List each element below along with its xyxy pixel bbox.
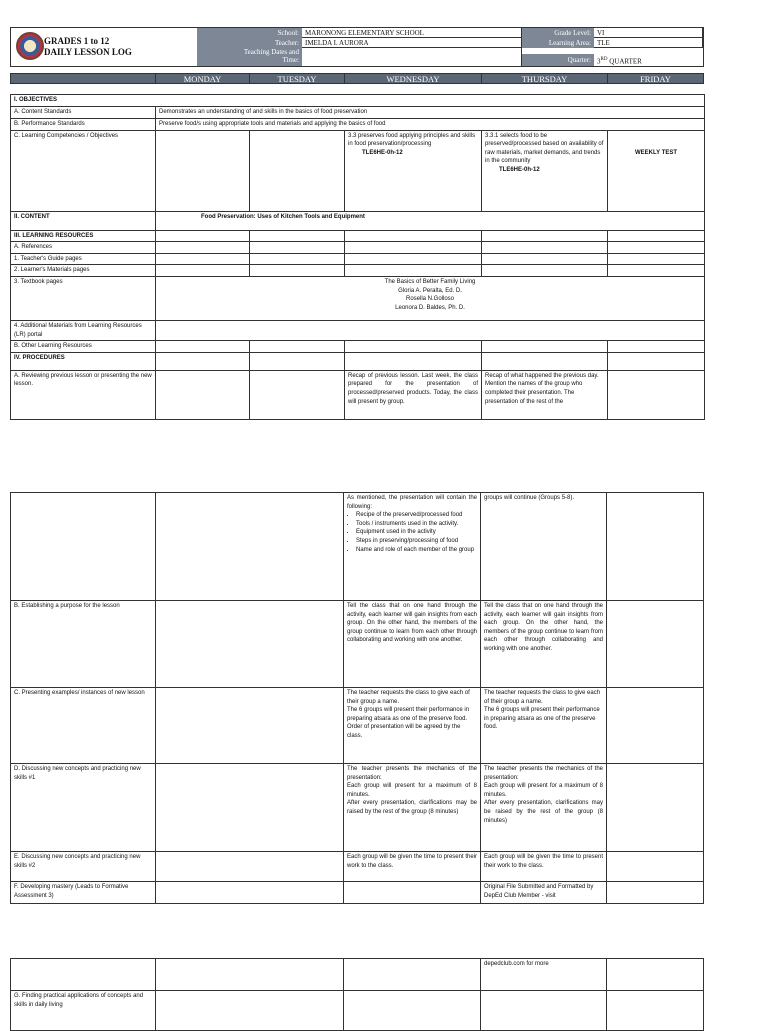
cell: [156, 370, 250, 419]
competencies-label: C. Learning Competencies / Objectives: [11, 130, 156, 211]
grade-level-label: Grade Level:: [522, 28, 594, 38]
thu-competency-text: 3.3.1 selects food to be preserved/processed based on availability of raw materials, market demands, and trends in the community: [485, 132, 604, 165]
cell: [11, 959, 156, 991]
performance-standards-label: B. Performance Standards: [11, 118, 156, 130]
textbook-reference: [156, 276, 705, 320]
cell: [482, 265, 608, 277]
cell: [482, 242, 608, 254]
content-standards-text: Demonstrates an understanding of and skills in the basics of food preservation: [156, 106, 705, 118]
day-thursday: THURSDAY: [481, 74, 607, 84]
thu-discuss1-line2: Each group will present for a maximum of 8 minutes.: [484, 783, 603, 798]
wed-discuss2: Each group will be given the time to present their work to the class.: [344, 852, 481, 882]
cell: [607, 601, 704, 688]
cell: [481, 991, 607, 1031]
procedures-heading: IV. PROCEDURES: [11, 352, 156, 370]
cell: [607, 991, 704, 1031]
wed-competency-code: TLE6HE-0h-12: [362, 149, 403, 156]
cell: [156, 320, 705, 340]
quarter-word: QUARTER: [607, 57, 642, 66]
thu-discuss1-line1: The teacher presents the mechanics of the presentation:: [484, 766, 603, 781]
thu-mastery: Original File Submitted and Formatted by DepEd Club Member - visit: [481, 882, 607, 904]
cell: [156, 764, 344, 852]
list-item: • Tools / instruments used in the activity.: [356, 520, 477, 529]
quarter-suffix: RD: [600, 57, 608, 62]
thu-discuss1-line3: After every presentation, clarifications may be raised by the rest of the group (8 minutes): [484, 800, 603, 824]
teaching-dates-label: [197, 48, 302, 66]
cell: [345, 341, 482, 353]
wed-presentation-list: [347, 511, 477, 554]
wed-reviewing: Recap of previous lesson. Last week, the class prepared for the presentation of processed/preserved products. Today, the class will present by group.: [345, 370, 482, 419]
cell: [156, 230, 250, 242]
header-block: [10, 27, 704, 67]
wed-examples: [344, 688, 481, 764]
wed-discuss1-line2: Each group will present for a maximum of 8 minutes.: [347, 783, 477, 798]
grade-level-value: VI: [594, 28, 703, 38]
cell: [156, 493, 344, 601]
learning-resources-heading: III. LEARNING RESOURCES: [11, 230, 156, 242]
cell: [482, 253, 608, 265]
thu-competency-code: TLE6HE-0h-12: [499, 166, 540, 173]
cell: [608, 242, 705, 254]
cell: [345, 265, 482, 277]
cell: [608, 341, 705, 353]
list-item: • Steps in preserving/processing of food: [356, 537, 477, 546]
tg-pages-label: 1. Teacher's Guide pages: [11, 253, 156, 265]
teacher-label: Teacher:: [197, 38, 302, 48]
cell: [156, 991, 344, 1031]
day-tuesday: TUESDAY: [249, 74, 344, 84]
wed-discuss1-line3: After every presentation, clarifications may be raised by the rest of the group (8 minutes): [347, 800, 477, 815]
textbook-author-1: Gloria A. Peralta, Ed. D.: [398, 287, 462, 294]
discuss1-label: D. Discussing new concepts and practicing new skills #1: [11, 764, 156, 852]
thu-example-2: The 6 groups will present their performance in preparing atsara as one of the preserve food.: [484, 707, 600, 731]
content-heading: II. CONTENT: [11, 211, 156, 230]
cell: [250, 265, 345, 277]
cell: [156, 882, 344, 904]
cell: [607, 882, 704, 904]
cell: [607, 852, 704, 882]
cell: [482, 341, 608, 353]
wed-discuss1: [344, 764, 481, 852]
cell: [345, 230, 482, 242]
wed-purpose: Tell the class that on one hand through the activity, each learner will gain insights from each group. On the other hand, the members of the group continue to learn from each other through collaborating and working with one another.: [344, 601, 481, 688]
cell: [156, 959, 344, 991]
cell: [250, 370, 345, 419]
cell: [250, 253, 345, 265]
cell: [156, 242, 250, 254]
lm-pages-label: 2. Learner's Materials pages: [11, 265, 156, 277]
cell: [608, 352, 705, 370]
thu-continuation: groups will continue (Groups 5-8).: [481, 493, 607, 601]
references-label: A. References: [11, 242, 156, 254]
day-monday: MONDAY: [155, 74, 249, 84]
cell: [344, 959, 481, 991]
cell: [156, 688, 344, 764]
wed-presentation-contents: [344, 493, 481, 601]
day-header-bar: [10, 73, 704, 84]
deped-seal-icon: [16, 32, 44, 60]
list-item: • Name and role of each member of the group: [356, 546, 477, 555]
wed-presentation-intro: As mentioned, the presentation will contain the following:: [347, 495, 477, 510]
cell: [607, 688, 704, 764]
thu-example-1: The teacher requests the class to give each of their group a name.: [484, 690, 601, 705]
day-wednesday: WEDNESDAY: [344, 74, 481, 84]
wed-example-1: The teacher requests the class to give each of their group a name.: [347, 690, 470, 705]
wed-example-3: Order of presentation will be agreed by the class.: [347, 724, 461, 739]
cell: [344, 882, 481, 904]
cell: [608, 265, 705, 277]
thu-competency: [482, 130, 608, 211]
textbook-title: The Basics of Better Family Living: [384, 278, 476, 285]
cell: [250, 341, 345, 353]
cell: [11, 493, 156, 601]
cell: [345, 242, 482, 254]
wed-competency: [345, 130, 482, 211]
wed-discuss1-line1: The teacher presents the mechanics of the presentation:: [347, 766, 477, 781]
purpose-label: B. Establishing a purpose for the lesson: [11, 601, 156, 688]
quarter-label: Quarter:: [522, 54, 594, 66]
teaching-dates-label-line1: Teaching Dates and: [243, 48, 299, 56]
teaching-dates-value: [302, 48, 522, 66]
cell: [607, 959, 704, 991]
thu-discuss2: Each group will be given the time to present their work to the class.: [481, 852, 607, 882]
cell: [250, 230, 345, 242]
header-title-line1: GRADES 1 to 12: [44, 36, 110, 46]
cell: [156, 265, 250, 277]
school-label: School:: [197, 28, 302, 38]
objectives-heading: I. OBJECTIVES: [11, 95, 705, 107]
examples-label: C. Presenting examples/ instances of new lesson: [11, 688, 156, 764]
other-resources-label: B. Other Learning Resources: [11, 341, 156, 353]
cell: [482, 230, 608, 242]
header-title-line2: DAILY LESSON LOG: [44, 47, 132, 57]
content-standards-label: A. Content Standards: [11, 106, 156, 118]
thu-reviewing: Recap of what happened the previous day. Mention the names of the group who completed their presentation. The presentation of the rest of the: [482, 370, 608, 419]
cell: [250, 130, 345, 211]
cell: [344, 991, 481, 1031]
thu-examples: [481, 688, 607, 764]
wed-example-2: The 6 groups will present their performance in preparing atsara as one of the preserve food.: [347, 707, 470, 722]
cell: [156, 341, 250, 353]
practical-applications-label: G. Finding practical applications of concepts and skills in daily living: [11, 991, 156, 1031]
reviewing-label: A. Reviewing previous lesson or presenting the new lesson.: [11, 370, 156, 419]
cell: [250, 352, 345, 370]
thu-discuss1: [481, 764, 607, 852]
lesson-table-page3: [10, 958, 704, 1031]
wed-competency-text: 3.3 preserves food applying principles and skills in food preservation/processing: [348, 132, 476, 148]
discuss2-label: E. Discussing new concepts and practicing new skills #2: [11, 852, 156, 882]
quarter-number: 3: [597, 57, 601, 66]
cell: [156, 852, 344, 882]
cell: [608, 230, 705, 242]
friday-weekly-test: WEEKLY TEST: [608, 130, 705, 211]
thu-continuation-page3: depedclub.com for more: [481, 959, 607, 991]
cell: [345, 352, 482, 370]
lesson-table-page1: [10, 94, 705, 420]
cell: [607, 493, 704, 601]
cell: [608, 253, 705, 265]
cell: [608, 370, 705, 419]
performance-standards-text: Preserve food/s using appropriate tools and materials and applying the basics of food: [156, 118, 705, 130]
cell: [250, 242, 345, 254]
content-text: Food Preservation: Uses of Kitchen Tools and Equipment: [156, 211, 705, 230]
teacher-value: IMELDA I. AURORA: [302, 38, 522, 48]
cell: [156, 130, 250, 211]
school-value: MARONONG ELEMENTARY SCHOOL: [302, 28, 522, 38]
cell: [482, 352, 608, 370]
cell: [345, 253, 482, 265]
additional-materials-label: 4. Additional Materials from Learning Resources (LR) portal: [11, 320, 156, 340]
learning-area-value: TLE: [594, 38, 703, 48]
textbook-pages-label: 3. Textbook pages: [11, 276, 156, 320]
mastery-label: F. Developing mastery (Leads to Formative Assessment 3): [11, 882, 156, 904]
list-item: • Equipment used in the activity: [356, 528, 477, 537]
header-title-area: [11, 28, 198, 66]
list-item: • Recipe of the preserved/processed food: [356, 511, 477, 520]
cell: [607, 764, 704, 852]
lesson-table-page2: [10, 492, 704, 904]
thu-purpose: Tell the class that on one hand through the activity, each learner will gain insights from each group. On the other hand, the members of the group continue to learn from each other through collaborating and working with one another.: [481, 601, 607, 688]
cell: [156, 352, 250, 370]
quarter-value: [594, 54, 703, 66]
cell: [156, 601, 344, 688]
teaching-dates-label-line2: Time:: [282, 56, 299, 64]
day-friday: FRIDAY: [607, 74, 703, 84]
cell: [156, 253, 250, 265]
textbook-author-3: Leonora D. Baldes, Ph. D.: [395, 304, 465, 311]
learning-area-label: Learning Area:: [522, 38, 594, 48]
textbook-author-2: Rosella N.Golloso: [406, 296, 455, 303]
